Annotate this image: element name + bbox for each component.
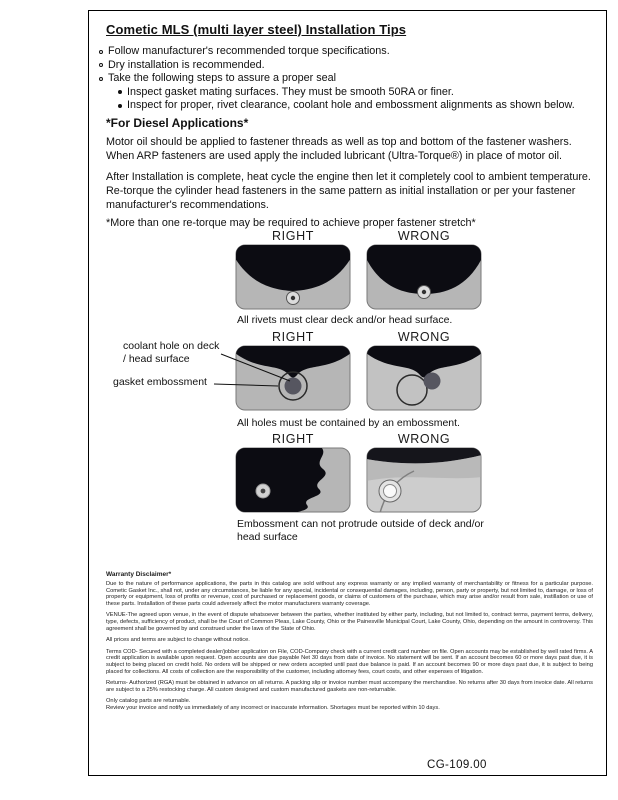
diagram-embossment-wrong bbox=[366, 345, 482, 411]
diagram-embossment-right bbox=[235, 345, 351, 411]
disclaimer-paragraph: Only catalog parts are returnable. bbox=[106, 698, 191, 705]
tips-list bbox=[99, 45, 575, 113]
wrong-label-row3: WRONG bbox=[397, 432, 451, 446]
right-label-row1: RIGHT bbox=[272, 229, 314, 243]
list-item-text: Inspect gasket mating surfaces. They must be smooth 50RA or finer. bbox=[127, 85, 454, 98]
right-label-row3: RIGHT bbox=[272, 432, 314, 446]
diesel-paragraph-2: After Installation is complete, heat cycle the engine then let it completely cool to ambient temperature. Re-torque the cylinder head fasteners in the same pattern as initial installation or per your fastener manufacturer's recommendations. bbox=[106, 171, 591, 211]
gasket-embossment-annotation: gasket embossment bbox=[113, 376, 207, 388]
row1-caption: All rivets must clear deck and/or head surface. bbox=[237, 314, 453, 326]
disclaimer-paragraph: Terms COD- Secured with a completed dealer/jobber application on File, COD-Company check with a current credit card number on file. Open accounts may be established by well rated firms. A credit application is available upon request. Open accounts are due payable Net 30 days from date of invoice. No statement will be sent. If an account becomes 60 or more days past due, it is subject to being placed on credit hold. No orders will be shipped or new orders accepted until past due balance is paid. If an account becomes 90 or more days past due, it is subject to being placed for collections. All costs of collection are the responsibility of the customer, including attorney fees, court costs, and other expenses of litigation. bbox=[106, 648, 593, 675]
page-number: CG-109.00 bbox=[427, 759, 487, 771]
list-item-text: Inspect for proper, rivet clearance, coolant hole and embossment alignments as shown below. bbox=[127, 99, 575, 111]
installation-diagrams bbox=[89, 229, 606, 561]
retorque-note: *More than one re-torque may be required to achieve proper fastener stretch* bbox=[106, 217, 476, 229]
list-item bbox=[99, 72, 575, 86]
hollow-bullet-icon bbox=[99, 63, 103, 67]
disclaimer-paragraph: All prices and terms are subject to change without notice. bbox=[106, 637, 250, 644]
diagram-rivet-wrong bbox=[366, 244, 482, 310]
catalog-page-border bbox=[88, 10, 607, 776]
list-item bbox=[118, 99, 575, 113]
diagram-rivet-right bbox=[235, 244, 351, 310]
wrong-label-row1: WRONG bbox=[397, 229, 451, 243]
warranty-disclaimer bbox=[106, 571, 593, 712]
diesel-applications-heading: *For Diesel Applications* bbox=[106, 116, 249, 130]
disclaimer-paragraph: Returns- Authorized (RGA) must be obtained in advance on all returns. A packing slip or invoice number must accompany the merchandise. No returns after 30 days from invoice date. All returns are subject to a 25% restocking charge. All custom designed and custom manufactured gaskets are non-returnable. bbox=[106, 680, 593, 693]
disclaimer-paragraph: Due to the nature of performance applications, the parts in this catalog are sold without any express warranty or any implied warranty of merchantability or fitness for a particular purpose. Cometic Gasket Inc., shall not, under any circumstances, be liable for any special, incidental or consequential damages, including, person, party or property, but not limited to, damage, or loss of property or equipment, loss of profits or revenue, cost of purchased or replacement goods, or claims of customers of the purchase, which may arise and/or result from sale, instillation or use of these parts. Installation of these parts could adversely affect the motor manufacturers warranty coverage. bbox=[106, 581, 593, 607]
wrong-label-row2: WRONG bbox=[397, 330, 451, 344]
row3-caption: Embossment can not protrude outside of deck and/or head surface bbox=[237, 518, 484, 543]
list-item-text: Dry installation is recommended. bbox=[108, 58, 265, 71]
list-item-text: Take the following steps to assure a proper seal bbox=[108, 72, 337, 84]
list-item bbox=[99, 59, 575, 73]
hollow-bullet-icon bbox=[99, 77, 103, 81]
disclaimer-paragraph: Review your invoice and notify us immediately of any incorrect or inaccurate information. Shortages must be reported within 10 days. bbox=[106, 704, 440, 711]
right-label-row2: RIGHT bbox=[272, 330, 314, 344]
diesel-paragraph-1: Motor oil should be applied to fastener threads as well as top and bottom of the fastener washers. When ARP fasteners are used apply the included lubricant (Ultra-Torque®) in place of motor oil. bbox=[106, 136, 572, 162]
page-title: Cometic MLS (multi layer steel) Installation Tips bbox=[106, 22, 407, 37]
list-item-text: Follow manufacturer's recommended torque specifications. bbox=[108, 45, 390, 57]
row2-caption: All holes must be contained by an embossment. bbox=[237, 417, 460, 429]
list-item bbox=[99, 45, 575, 59]
diagram-protrude-right bbox=[235, 447, 351, 513]
hollow-bullet-icon bbox=[99, 50, 103, 54]
solid-bullet-icon bbox=[118, 104, 122, 108]
diagram-protrude-wrong bbox=[366, 447, 482, 513]
list-item bbox=[118, 86, 575, 100]
disclaimer-paragraph: VENUE-The agreed upon venue, in the event of dispute whatsoever between the parties, whether instituted by either party, including, but not limited to, contract terms, payment terms, delivery, type, defects, sufficiency of product, shall be the Court of Common Pleas, Lake County, Ohio or the Painesville Municipal Court, Lake County, Ohio, depending on the amount in controversy. This agreement shall be governed by and construed under the laws of the State of Ohio. bbox=[106, 612, 593, 632]
solid-bullet-icon bbox=[118, 90, 122, 94]
disclaimer-heading: Warranty Disclaimer* bbox=[106, 571, 172, 578]
coolant-hole-annotation: coolant hole on deck / head surface bbox=[123, 340, 220, 365]
